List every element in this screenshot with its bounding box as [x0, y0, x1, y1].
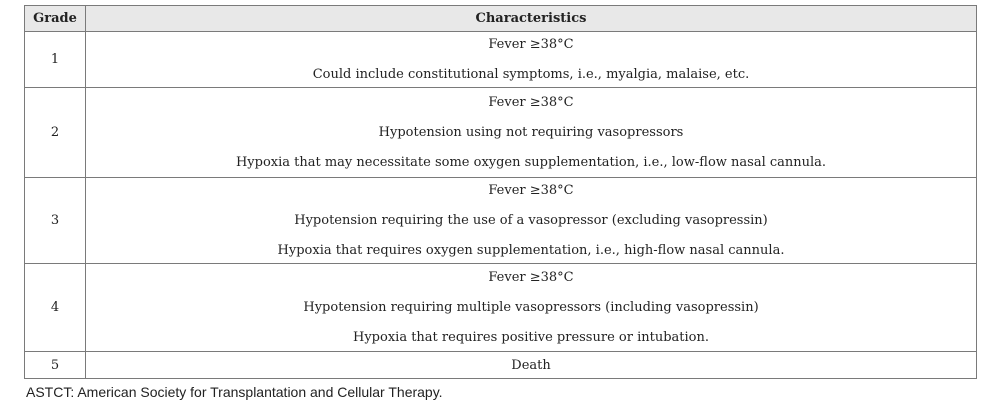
- table-row: [25, 352, 977, 379]
- characteristics-cell: [86, 32, 977, 88]
- characteristics-cell: [86, 178, 977, 264]
- characteristic-line: Death: [511, 357, 551, 373]
- characteristic-line: Hypoxia that requires oxygen supplementation, i.e., high-flow nasal cannula.: [277, 243, 785, 258]
- table-row: [25, 32, 977, 88]
- characteristics-cell: [86, 88, 977, 178]
- characteristic-line: Hypoxia that requires positive pressure or intubation.: [353, 330, 709, 345]
- grade-cell: 3: [25, 178, 86, 264]
- table-footnote: ASTCT: American Society for Transplantation and Cellular Therapy.: [26, 384, 443, 400]
- table-row: [25, 178, 977, 264]
- characteristic-line: Hypotension using not requiring vasopressors: [378, 125, 684, 140]
- grade-cell: 4: [25, 264, 86, 352]
- characteristic-line: Could include constitutional symptoms, i.e., myalgia, malaise, etc.: [312, 67, 750, 82]
- grade-cell: 5: [25, 352, 86, 379]
- grade-cell: 2: [25, 88, 86, 178]
- characteristic-line: Hypoxia that may necessitate some oxygen supplementation, i.e., low-flow nasal cannula.: [235, 155, 827, 170]
- header-grade: Grade: [25, 6, 86, 32]
- characteristic-line: Fever ≥38°C: [488, 95, 574, 110]
- grade-cell: 1: [25, 32, 86, 88]
- characteristic-line: Fever ≥38°C: [488, 270, 574, 285]
- characteristic-line: Hypotension requiring multiple vasopressors (including vasopressin): [303, 300, 759, 315]
- characteristics-cell: [86, 264, 977, 352]
- table-row: [25, 88, 977, 178]
- characteristic-line: Fever ≥38°C: [488, 183, 574, 198]
- header-characteristics: Characteristics: [86, 6, 977, 32]
- header-row: [25, 6, 977, 32]
- characteristic-line: Fever ≥38°C: [488, 37, 574, 52]
- crs-grading-table: [24, 5, 977, 379]
- characteristic-line: Hypotension requiring the use of a vasopressor (excluding vasopressin): [294, 213, 768, 228]
- table-row: [25, 264, 977, 352]
- characteristics-cell: [86, 352, 977, 379]
